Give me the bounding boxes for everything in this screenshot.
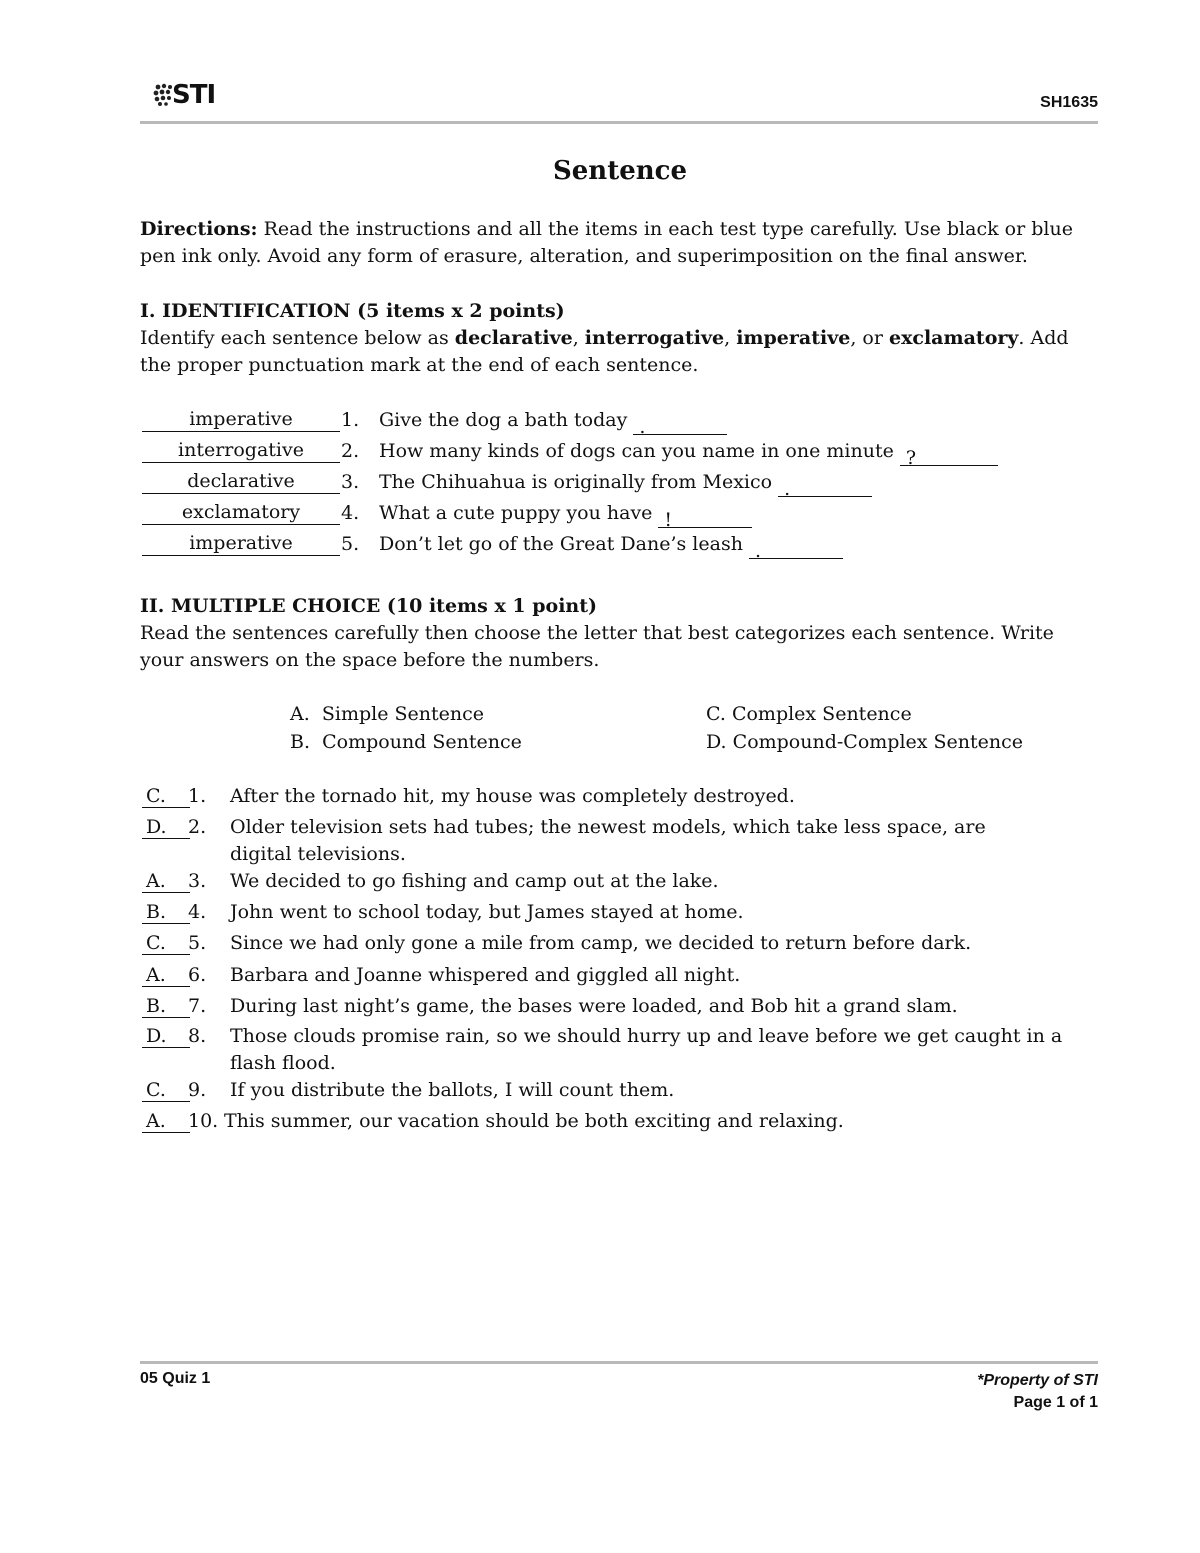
item-text: If you distribute the ballots, I will count them. — [230, 1079, 675, 1101]
directions — [140, 216, 1100, 270]
choice-label: Simple Sentence — [321, 703, 484, 725]
item-text — [379, 405, 727, 438]
multiple-choice-heading: II. MULTIPLE CHOICE (10 items x 1 point) — [140, 595, 597, 617]
multiple-choice-instructions: Read the sentences carefully then choose the letter that best categorizes each sentence. Write your answers on the space before the numbers. — [140, 622, 1054, 671]
answer-blank: D. — [142, 816, 190, 839]
directions-text: Read the instructions and all the items in each test type carefully. Use black or blue pen ink only. Avoid any form of erasure, alteration, and superimposition on the final answer. — [140, 218, 1073, 267]
item-number: 5. — [188, 932, 207, 954]
item-number: 4. — [188, 901, 207, 923]
page-title: Sentence — [552, 156, 688, 186]
item-number: 4. — [341, 502, 360, 524]
item-text: Barbara and Joanne whispered and giggled all night. — [230, 964, 741, 986]
instr-text: . Add the proper punctuation mark at the end of each sentence. — [140, 327, 1069, 376]
item-text — [379, 467, 872, 500]
answer-blank: B. — [142, 901, 190, 924]
choice-label: Compound-Complex Sentence — [732, 731, 1024, 753]
item-text: John went to school today, but James stayed at home. — [230, 901, 744, 923]
item-number: 3. — [341, 471, 360, 493]
item-text: After the tornado hit, my house was completely destroyed. — [230, 785, 795, 807]
punctuation-blank: . — [778, 474, 872, 497]
punctuation-blank: ? — [900, 443, 998, 466]
answer-blank: declarative — [142, 469, 340, 494]
sentence: Don’t let go of the Great Dane’s leash — [379, 533, 743, 555]
item-text: This summer, our vacation should be both exciting and relaxing. — [224, 1110, 844, 1132]
choice-letter: B. — [290, 731, 311, 753]
identification-instructions — [140, 325, 1100, 379]
choice-a — [290, 700, 484, 728]
page-number: Page 1 of 1 — [1013, 1394, 1098, 1411]
answer-blank: D. — [142, 1025, 190, 1048]
answer-blank: exclamatory — [142, 500, 340, 525]
punctuation-blank: . — [749, 536, 843, 559]
directions-label: Directions: — [140, 218, 258, 240]
answer-blank: A. — [142, 870, 190, 893]
answer-blank: C. — [142, 932, 190, 955]
answer-blank: C. — [142, 1079, 190, 1102]
item-number: 1. — [341, 409, 360, 431]
footer-quiz-label: 05 Quiz 1 — [140, 1370, 211, 1387]
sentence: How many kinds of dogs can you name in one minute — [379, 440, 894, 462]
instr-sep: , — [572, 327, 585, 349]
item-number: 8. — [188, 1025, 207, 1047]
item-number: 9. — [188, 1079, 207, 1101]
item-text: Since we had only gone a mile from camp, we decided to return before dark. — [230, 932, 972, 954]
item-text: Those clouds promise rain, so we should hurry up and leave before we get caught in a flash flood. — [230, 1025, 1063, 1074]
item-number: 2. — [341, 440, 360, 462]
item-text — [379, 436, 998, 469]
term-interrogative: interrogative — [584, 327, 725, 349]
item-text — [379, 498, 752, 531]
answer-blank: A. — [142, 964, 190, 987]
property-notice: *Property of STI — [977, 1372, 1098, 1389]
answer-blank: imperative — [142, 407, 340, 432]
choice-letter: C. — [706, 703, 726, 725]
sti-logo — [150, 78, 224, 112]
choice-b — [290, 728, 522, 756]
answer-blank: B. — [142, 995, 190, 1018]
item-text: Older television sets had tubes; the newest models, which take less space, are digital televisions. — [230, 816, 986, 865]
item-number: 2. — [188, 816, 207, 838]
choice-c — [706, 700, 912, 728]
item-number: 1. — [188, 785, 207, 807]
term-imperative: imperative — [736, 327, 851, 349]
punctuation-blank: . — [633, 412, 727, 435]
choice-letter: D. — [706, 731, 727, 753]
document-code: SH1635 — [1040, 94, 1098, 111]
sentence: The Chihuahua is originally from Mexico — [379, 471, 773, 493]
instr-sep: , or — [850, 327, 889, 349]
choice-label: Complex Sentence — [731, 703, 912, 725]
term-declarative: declarative — [454, 327, 573, 349]
sentence: What a cute puppy you have — [379, 502, 653, 524]
item-text: We decided to go fishing and camp out at the lake. — [230, 870, 719, 892]
footer-right — [977, 1370, 1098, 1414]
choice-label: Compound Sentence — [322, 731, 522, 753]
answer-blank: imperative — [142, 531, 340, 556]
choice-letter: A. — [290, 703, 310, 725]
sentence: Give the dog a bath today — [379, 409, 628, 431]
term-exclamatory: exclamatory — [888, 327, 1019, 349]
identification-heading: I. IDENTIFICATION (5 items x 2 points) — [140, 300, 565, 322]
instr-sep: , — [724, 327, 737, 349]
item-text — [379, 529, 843, 562]
footer-divider — [140, 1361, 1098, 1364]
punctuation-blank: ! — [658, 505, 752, 528]
logo-text: STI — [172, 80, 216, 110]
item-number: 10. — [188, 1110, 219, 1132]
instr-text: Identify each sentence below as — [140, 327, 455, 349]
answer-blank: C. — [142, 785, 190, 808]
header-divider — [140, 121, 1098, 124]
item-number: 5. — [341, 533, 360, 555]
item-number: 6. — [188, 964, 207, 986]
item-number: 7. — [188, 995, 207, 1017]
item-number: 3. — [188, 870, 207, 892]
answer-blank: interrogative — [142, 438, 340, 463]
answer-blank: A. — [142, 1110, 190, 1133]
item-text: During last night’s game, the bases were loaded, and Bob hit a grand slam. — [230, 995, 958, 1017]
choice-d — [706, 728, 1023, 756]
